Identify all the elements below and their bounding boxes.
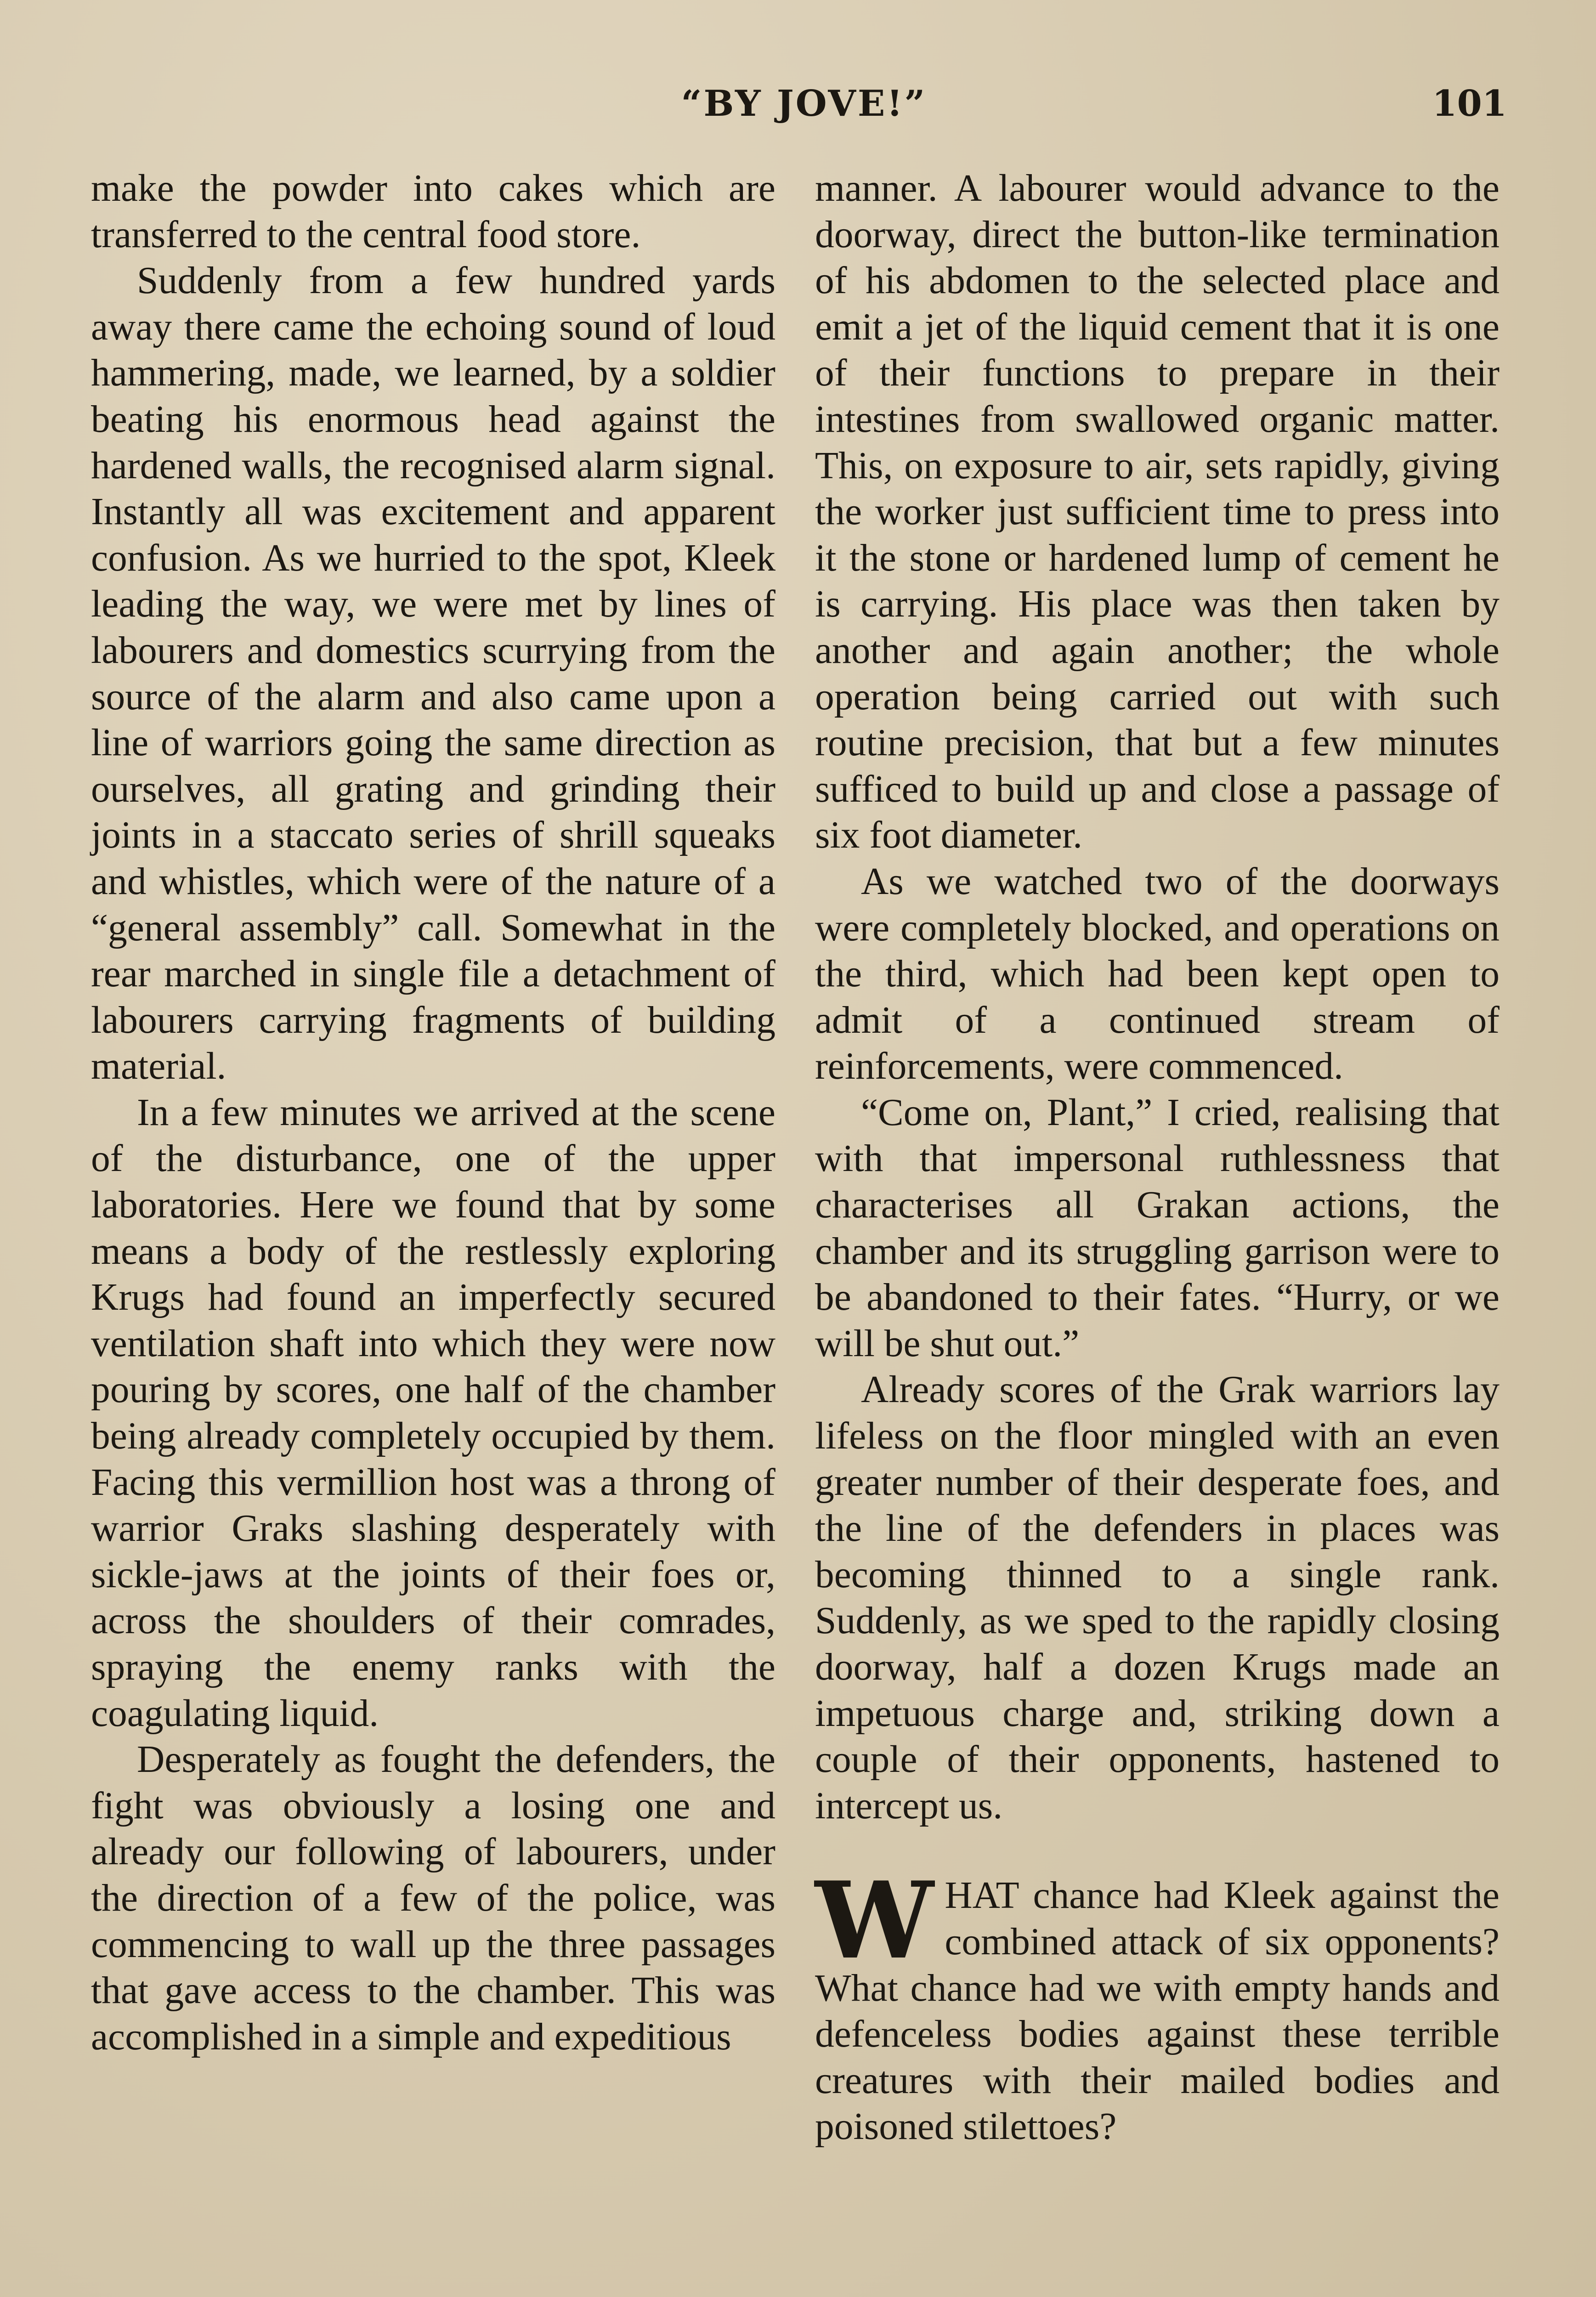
page-number: 101 [1432,83,1507,124]
paragraph: make the powder into cakes which are transferred to the central food store. [91,167,775,256]
section-opening-paragraph [815,1859,1500,2150]
running-title: “BY JOVE!” [681,83,927,124]
right-column [815,165,1500,2150]
running-header [92,83,1516,142]
paragraph: Desperately as fought the defenders, the fight was obviously a losing one and already our following of labourers, under the direction of a few of the police, was commencing to wall up the three passages that gave access to the chamber. This was accomplished in a simple and expeditious [91,1738,775,2058]
paragraph: Already scores of the Grak warriors lay lifeless on the floor mingled with an even greater number of their desperate foes, and the line of the defenders in places was becoming thinned to a single rank. Suddenly, as we sped to the rapidly closing doorway, half a dozen Krugs made an impetuous charge and, striking down a couple of their opponents, hastened to intercept us. [815,1369,1500,1827]
left-column [91,165,775,2060]
paragraph: Suddenly from a few hundred yards away there came the echoing sound of loud hammering, made, we learned, by a soldier beating his enormous head against the hardened walls, the recognised alarm signal. Instantly all was excitement and apparent confusion. As we hurried to the spot, Kleek leading the way, we were met by lines of labourers and domestics scurrying from the source of the alarm and also came upon a line of warriors going the same direction as ourselves, all grating and grinding their joints in a staccato series of shrill squeaks and whistles, which were of the nature of a “general assembly” call. Somewhat in the rear marched in single file a detachment of labourers carrying fragments of building material. [91,260,775,1088]
drop-cap: W [815,1859,934,1983]
paragraph: In a few minutes we arrived at the scene of the disturbance, one of the upper laboratories. Here we found that by some means a body of the restlessly exploring Krugs had found an imperfectly secured ventilation shaft into which they were now pouring by scores, one half of the chamber being already completely occupied by them. Facing this vermillion host was a throng of warrior Graks slashing desperately with sickle-jaws at the joints of their foes or, across the shoulders of their comrades, spraying the enemy ranks with the coagulating liquid. [91,1091,775,1735]
paragraph: manner. A labourer would advance to the doorway, direct the button-like termination of his abdomen to the selected place and emit a jet of the liquid cement that it is one of their functions to prepare in their intestines from swallowed organic matter. This, on exposure to air, sets rapidly, giving the worker just sufficient time to press into it the stone or hardened lump of cement he is carrying. His place was then taken by another and again another; the whole operation being carried out with such routine precision, that but a few minutes sufficed to build up and close a passage of six foot diameter. [815,167,1500,857]
section-text: HAT chance had Kleek against the combined attack of six opponents? What chance had we with empty hands and defenceless bodies against these terrible creatures with their mailed bodies and poisoned stilettoes? [815,1874,1500,2148]
paragraph: “Come on, Plant,” I cried, realising that with that impersonal ruthlessness that characterises all Grakan actions, the chamber and its struggling garrison were to be abandoned to their fates. “Hurry, or we will be shut out.” [815,1091,1500,1365]
paragraph: As we watched two of the doorways were completely blocked, and operations on the third, which had been kept open to admit of a continued stream of reinforcements, were commenced. [815,860,1500,1088]
